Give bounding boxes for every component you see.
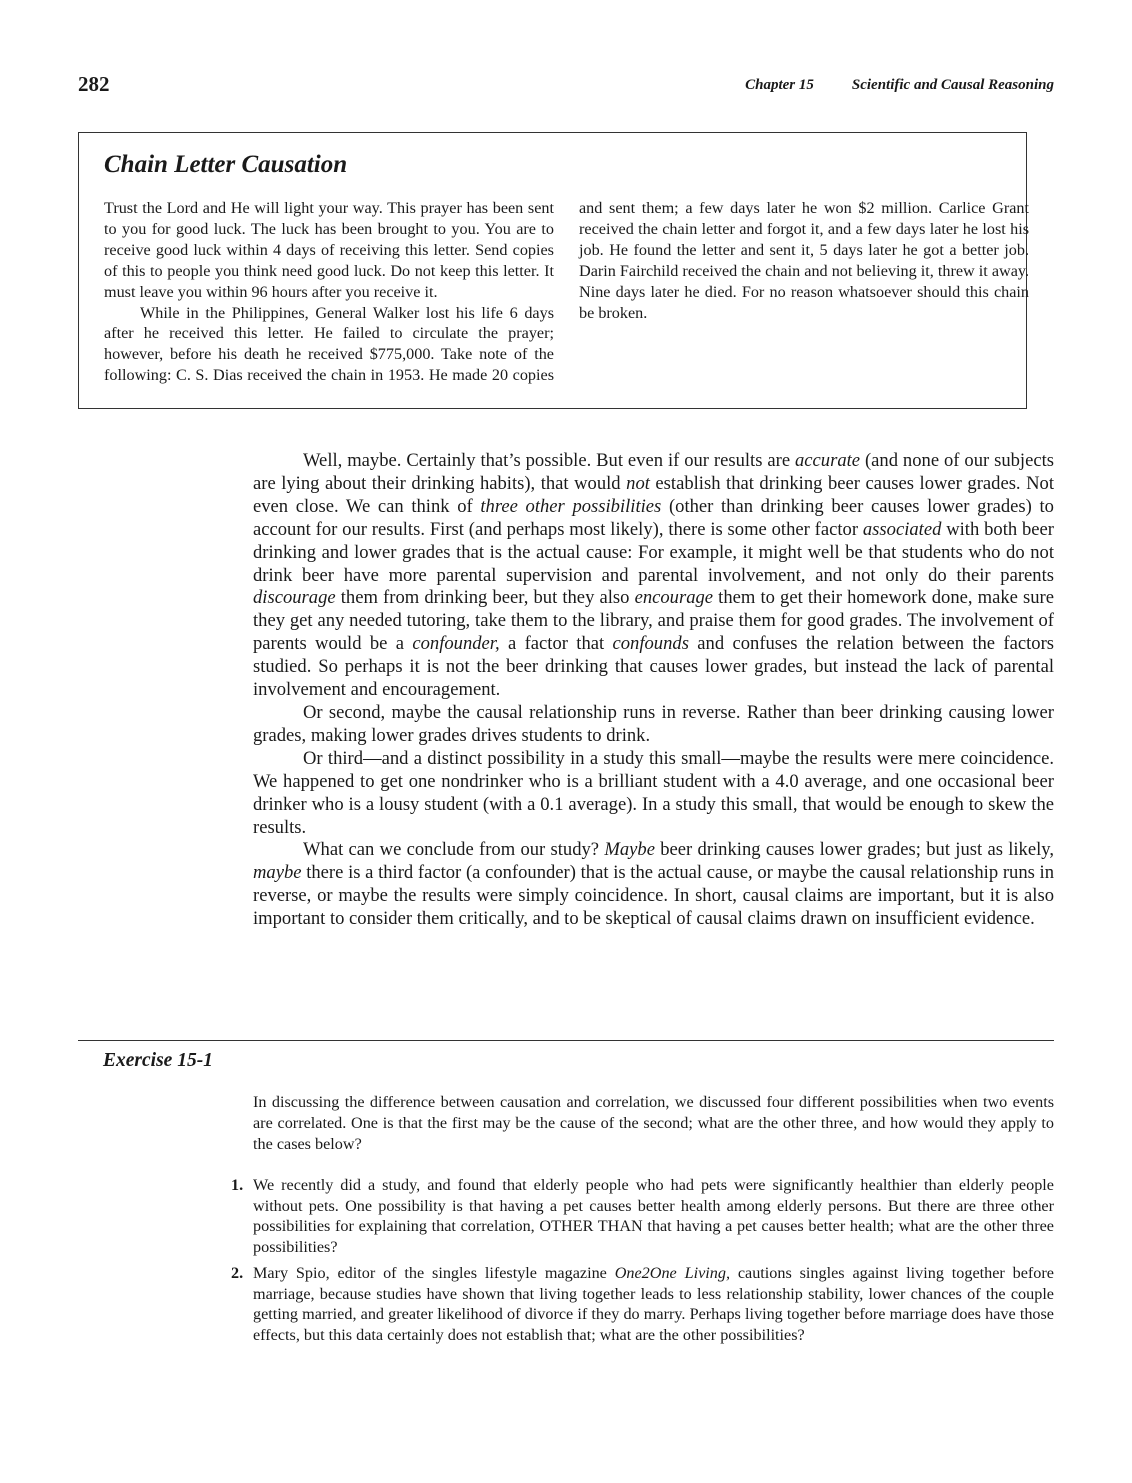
running-head-title: Scientific and Causal Reasoning	[851, 77, 1054, 93]
running-head	[745, 77, 1054, 94]
exercise-item-text: Mary Spio, editor of the singles lifestyle magazine One2One Living, cautions singles against living together before marriage, because studies have shown that living together leads to less relationship stability, lower chances of the couple getting married, and greater likelihood of divorce if they do marry. Perhaps living together before marriage does have those effects, but this data certainly does not establish that; what are the other possibilities?	[253, 1263, 1054, 1344]
body-text	[253, 450, 1054, 931]
sidebar-text	[104, 198, 1029, 398]
sidebar-title: Chain Letter Causation	[104, 151, 348, 178]
exercise-item-number: 1.	[231, 1176, 244, 1194]
exercise-list	[231, 1175, 1054, 1346]
exercise-item-number: 2.	[231, 1263, 244, 1282]
exercise-item	[231, 1175, 1054, 1258]
page-number: 282	[78, 72, 110, 96]
sidebar-box	[78, 132, 1027, 409]
body-paragraph-2: Or second, maybe the causal relationship runs in reverse. Rather than beer drinking causing lower grades, making lower grades drives students to drink.	[253, 701, 1054, 746]
body-paragraph-3: Or third—and a distinct possibility in a study this small—maybe the results were mere coincidence. We happened to get one nondrinker who is a brilliant student with a 4.0 average, and one occasional beer drinker who is a lousy student (with a 0.1 average). In a study this small, that would be enough to skew the results.	[253, 747, 1054, 838]
exercise-intro: In discussing the difference between causation and correlation, we discussed four different possibilities when two events are correlated. One is that the first may be the cause of the second; what are the other three, and how would they apply to the cases below?	[253, 1093, 1054, 1153]
sidebar-paragraph-2: While in the Philippines, General Walker lost his life 6 days after he received this letter. He failed to circulate the prayer; however, before his death he received $775,000. Take note of the following: C. S. Dias received the chain in 1953. He made 20 copies and sent them; a few days later he won $2 million. Carlice Grant received the chain letter and forgot it, and a few days later he lost his job. He found the letter and sent it, 5 days later he got a better job. Darin Fairchild received the chain and not believing it, threw it away. Nine days later he died. For no reason whatsoever should this chain be broken.	[104, 199, 1029, 385]
sidebar-paragraph-1: Trust the Lord and He will light your way. This prayer has been sent to you for good luck. The luck has been brought to you. You are to receive good luck within 4 days of receiving this letter. Send copies of this to people you think need good luck. Do not keep this letter. It must leave you within 96 hours after you receive it.	[104, 199, 554, 301]
body-paragraph-4: What can we conclude from our study? Maybe beer drinking causes lower grades; but just as likely, maybe there is a third factor (a confounder) that is the actual cause, or maybe the causal relationship runs in reverse, or maybe the results were simply coincidence. In short, causal claims are important, but it is also important to consider them critically, and to be skeptical of causal claims drawn on insufficient evidence.	[253, 839, 1055, 930]
exercise-item	[231, 1263, 1054, 1346]
exercise-heading: Exercise 15-1	[103, 1050, 213, 1071]
exercise-item-text: We recently did a study, and found that elderly people who had pets were significantly healthier than elderly people without pets. One possibility is that having a pet causes better health among elderly persons. But there are three other possibilities for explaining that correlation, OTHER THAN that having a pet causes better health; what are the other three possibilities?	[253, 1176, 1054, 1257]
running-head-chapter: Chapter 15	[745, 77, 814, 93]
body-paragraph-1: Well, maybe. Certainly that’s possible. But even if our results are accurate (and none of our subjects are lying about their drinking habits), that would not establish that drinking beer causes lower grades. Not even close. We can think of three other possibilities (other than drinking beer causes lower grades) to account for our results. First (and perhaps most likely), there is some other factor associated with both beer drinking and lower grades that is the actual cause: For example, it might well be that students who do not drink beer have more parental supervision and parental involvement, and not only do their parents discourage them from drinking beer, but they also encourage them to get their homework done, make sure they get any needed tutoring, take them to the library, and praise them for good grades. The involvement of parents would be a confounder, a factor that confounds and confuses the relation between the factors studied. So perhaps it is not the beer drinking that causes lower grades, but instead the lack of parental involvement and encouragement.	[253, 450, 1054, 701]
section-divider	[78, 1040, 1054, 1041]
